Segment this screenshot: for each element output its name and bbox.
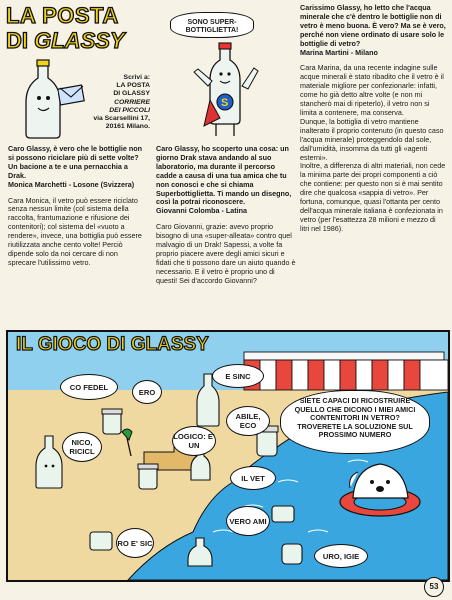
- letter-1-column: [8, 145, 146, 268]
- letter-2-question: Caro Glassy, ho scoperto una cosa: un giorno Drak stava andando al suo laboratorio, ma durante il percorso cadde a causa di una tua amica che tu non conosci e che si chiama Superbottiglietta. Ti mando un disegno, così la potrai riconoscere.: [156, 144, 292, 207]
- comic-bubble-6: NICO, RICICL: [62, 432, 102, 462]
- letter-3-answer-p3: Inoltre, a differenza di altri materiali, non cede la minima parte dei propri componenti a ciò che contiene: per questo non si è mai sentito dire che qualcosa «sappia di vetro». Per fortuna, comunque, quasi l'ottanta per cento dell'acqua minerale italiana è confezionata in vetro (per l'esattezza 28 milioni e mezzo di litri nel 1986).: [300, 161, 446, 233]
- address-line: DEI PICCOLI: [109, 106, 150, 114]
- comic-bubble-7: IL VET: [230, 466, 276, 490]
- jar-character: [136, 462, 160, 492]
- comic-bubble-5: LOGICO: E' UN: [172, 426, 216, 456]
- bubble-line: SONO SUPER-: [187, 19, 237, 26]
- superbottiglietta-illustration: [190, 40, 260, 142]
- comic-panel: [6, 330, 450, 582]
- bottle-character: [186, 536, 214, 568]
- title-di: DI: [6, 28, 28, 53]
- title-glassy: GLASSY: [34, 28, 125, 53]
- jar-character: [270, 502, 296, 524]
- page-title: [6, 4, 131, 62]
- bubble-line: BOTTIGLIETTA!: [185, 27, 239, 34]
- jar-character: [280, 540, 304, 568]
- letter-3-answer-p2: Dunque, la bottiglia di vetro mantiene inalterato il proprio contenuto (in questo caso l'acqua minerale) proteggendolo dal sole, dall'umidità, insomma da tutti gli «agenti esterni».: [300, 116, 444, 162]
- comic-bubble-4: ABILE, ECO: [226, 406, 270, 436]
- letter-2-answer: Caro Giovanni, grazie: avevo proprio bisogno di una «super-alleata» contro quel malvagio di un Drak! Sapessi, a volte fa proprio piacere avere degli amici sicuri e fidati che ti possono dare un aiuto quando è necessario. E il vetro è proprio uno di questi! Sei d'accordo Giovanni?: [156, 222, 296, 285]
- comic-bubble-10: URO, IGIE: [314, 544, 368, 568]
- letter-3-answer-p1: Cara Marina, da una recente indagine sulle acque minerali è stato ribadito che il vetro è il materiale migliore per confezionarle: infatti, come ho già detto altre volte (e non mi stancherò mai di ripeterlo), il vetro non si limita a contenere, ma conserva.: [300, 63, 444, 117]
- comic-bubble-2: ERO: [132, 380, 162, 404]
- mascot-speech-bubble: [170, 12, 254, 38]
- address-line: via Scarsellini 17,: [93, 115, 150, 123]
- address-line: DI GLASSY: [113, 90, 150, 98]
- letter-3-question: Carissimo Glassy, ho letto che l'acqua minerale che c'è dentro le bottiglie non di vetro è meno buona. È vero? Ma se è vero, perché non viene ordinato di usare solo le bottiglie di vetro?: [300, 3, 446, 48]
- letter-1-question: Caro Glassy, è vero che le bottiglie non si possono riciclare più di sette volte? Un bacione a te e una pernacchia a Drak.: [8, 144, 143, 180]
- letter-2-signature: Giovanni Colomba - Latina: [156, 206, 248, 216]
- letter-3-signature: Marina Martini - Milano: [300, 47, 378, 57]
- address-line: CORRIERE: [114, 98, 150, 106]
- letter-1-answer: Cara Monica, il vetro può essere riciclato senza nessun limite (col sistema della raccolta, frantumazione e rifusione dei contenitori); col sistema del «vuoto a rendere», invece, una bottiglia può essere riutilizzata anche cento volte! Perciò dipende solo da noi cercare di non sprecare l'utilissimo vetro.: [8, 195, 142, 267]
- comic-bubble-8: VERO AMI: [226, 506, 270, 536]
- letter-2-column: [156, 145, 296, 286]
- page-number: 53: [424, 577, 444, 597]
- title-line-2: [6, 29, 125, 53]
- address-line: LA POSTA: [116, 82, 150, 90]
- bottle-character: [34, 434, 64, 490]
- comic-bubble-1: CO FEDEL: [60, 374, 118, 400]
- title-line-1: LA POSTA: [6, 3, 119, 28]
- letter-3-column: [300, 4, 446, 234]
- letter-1-signature: Monica Marchetti - Losone (Svizzera): [8, 179, 135, 189]
- jar-character: [100, 408, 124, 436]
- comic-bubble-9: RO E' SIC: [116, 528, 154, 558]
- address-line: Scrivi a:: [123, 74, 150, 81]
- svg-text:S: S: [221, 97, 229, 109]
- address-line: 20161 Milano.: [105, 123, 150, 131]
- comic-bubble-3: E SINC: [212, 364, 264, 388]
- jar-character: [88, 528, 114, 552]
- comic-title: IL GIOCO DI GLASSY: [16, 334, 209, 355]
- dog-speech-bubble: SIETE CAPACI DI RICOSTRUIRE QUELLO CHE DICONO I MIEI AMICI CONTENITORI IN VETRO? TROVERETE LA SOLUZIONE SUL PROSSIMO NUMERO: [280, 390, 430, 454]
- mailing-address: [64, 74, 150, 131]
